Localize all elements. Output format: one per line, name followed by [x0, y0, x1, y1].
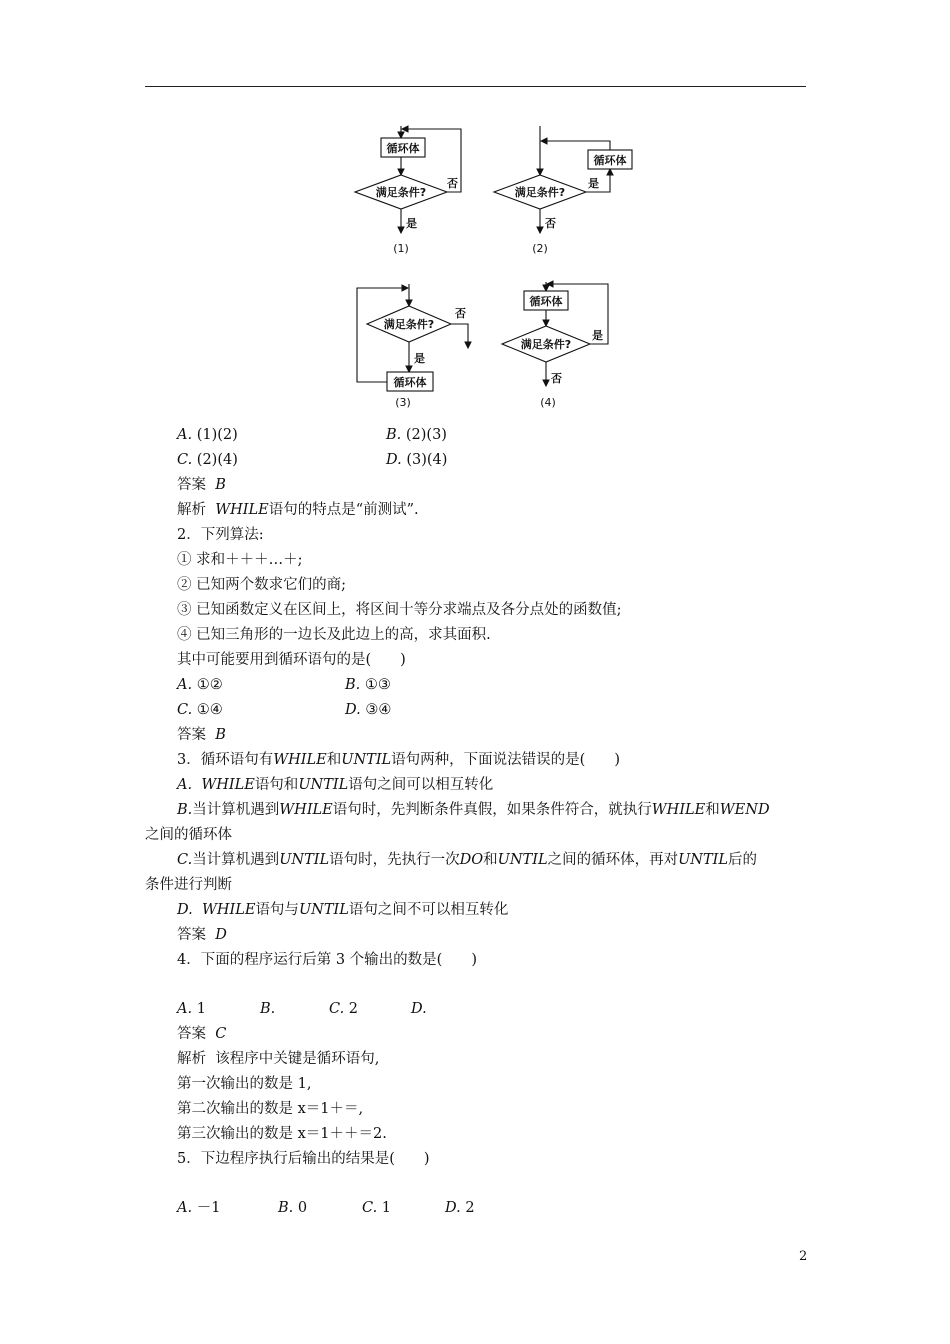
- q2-option-b: B. ①③: [345, 677, 391, 693]
- page-number: 2: [799, 1249, 808, 1264]
- q2-question: 其中可能要用到循环语句的是( ): [177, 652, 406, 668]
- fc4-loop-label: 循环体: [529, 295, 563, 308]
- q1-option-c: C. (2)(4): [177, 452, 238, 468]
- q3-answer: 答案 D: [177, 927, 227, 943]
- fc2-no-label: 否: [545, 217, 556, 230]
- q4-stem: 4．下面的程序运行后第 3 个输出的数是( ): [177, 952, 477, 968]
- q4-answer: 答案 C: [177, 1026, 227, 1042]
- q1-option-b: B. (2)(3): [386, 427, 447, 443]
- q2-option-c: C. ①④: [177, 702, 223, 718]
- fc3-no-label: 否: [455, 307, 466, 320]
- header-rule: [145, 86, 806, 87]
- fc2-yes-label: 是: [588, 177, 599, 190]
- fc1-no-label: 否: [447, 177, 458, 190]
- q3-option-c-cont: 条件进行判断: [145, 877, 232, 893]
- q3-option-d: D. WHILE语句与UNTIL语句之间不可以相互转化: [177, 902, 509, 918]
- q5-stem: 5．下边程序执行后输出的结果是( ): [177, 1151, 430, 1167]
- q4-option-c: C. 2: [329, 1001, 359, 1017]
- fc1-loop-label: 循环体: [386, 142, 420, 155]
- q1-answer: 答案 B: [177, 477, 226, 493]
- q1-option-d: D. (3)(4): [386, 452, 448, 468]
- fc3-loop-label: 循环体: [393, 376, 427, 389]
- fc1-cond-label: 满足条件?: [375, 186, 427, 199]
- q4-analysis-line-3: 第三次输出的数是 x＝1＋＋＝2.: [177, 1126, 387, 1142]
- q5-option-b: B. 0: [278, 1200, 308, 1216]
- flowchart-figure: [340, 118, 640, 418]
- q4-analysis-line-1: 第一次输出的数是 1,: [177, 1076, 312, 1092]
- q4-analysis-line-2: 第二次输出的数是 x＝1＋＝,: [177, 1101, 364, 1117]
- fc2-caption: (2): [532, 242, 548, 255]
- q3-option-b: B.当计算机遇到WHILE语句时，先判断条件真假，如果条件符合，就执行WHILE和WEND: [177, 802, 770, 818]
- q2-item-2: ② 已知两个数求它们的商;: [177, 577, 346, 593]
- fc4-no-label: 否: [551, 372, 562, 385]
- fc2-loop-label: 循环体: [593, 154, 627, 167]
- fc3-yes-label: 是: [414, 352, 425, 365]
- q5-option-a: A. －1: [177, 1200, 221, 1216]
- q2-option-d: D. ③④: [345, 702, 392, 718]
- q2-item-4: ④ 已知三角形的一边长及此边上的高，求其面积.: [177, 627, 491, 643]
- fc1-caption: (1): [393, 242, 409, 255]
- q3-option-c: C.当计算机遇到UNTIL语句时，先执行一次DO和UNTIL之间的循环体，再对UNTIL后的: [177, 852, 758, 868]
- q4-option-d: D.: [411, 1001, 427, 1017]
- fc2-cond-label: 满足条件?: [514, 186, 566, 199]
- q2-item-3: ③ 已知函数定义在区间上，将区间十等分求端点及各分点处的函数值;: [177, 602, 622, 618]
- q5-option-c: C. 1: [362, 1200, 392, 1216]
- fc4-yes-label: 是: [592, 329, 603, 342]
- q2-option-a: A. ①②: [177, 677, 223, 693]
- fc3-cond-label: 满足条件?: [383, 318, 435, 331]
- q4-analysis: 解析 该程序中关键是循环语句,: [177, 1051, 380, 1067]
- q3-option-a: A. WHILE语句和UNTIL语句之间可以相互转化: [177, 777, 494, 793]
- flowchart-3: [357, 284, 468, 391]
- fc3-caption: (3): [395, 396, 411, 409]
- q2-answer: 答案 B: [177, 727, 226, 743]
- flowchart-2: [494, 126, 632, 233]
- fc1-yes-label: 是: [406, 217, 417, 230]
- q3-stem: 3．循环语句有WHILE和UNTIL语句两种，下面说法错误的是( ): [177, 752, 620, 768]
- q1-option-a: A. (1)(2): [177, 427, 238, 443]
- fc4-cond-label: 满足条件?: [520, 338, 572, 351]
- q1-analysis: 解析 WHILE语句的特点是“前测试”.: [177, 502, 419, 518]
- q3-option-b-cont: 之间的循环体: [145, 827, 232, 843]
- fc4-caption: (4): [540, 396, 556, 409]
- q4-option-b: B.: [260, 1001, 276, 1017]
- q5-option-d: D. 2: [445, 1200, 475, 1216]
- q2-stem: 2．下列算法:: [177, 527, 264, 543]
- q2-item-1: ① 求和＋＋＋…＋;: [177, 552, 303, 568]
- q4-option-a: A. 1: [177, 1001, 206, 1017]
